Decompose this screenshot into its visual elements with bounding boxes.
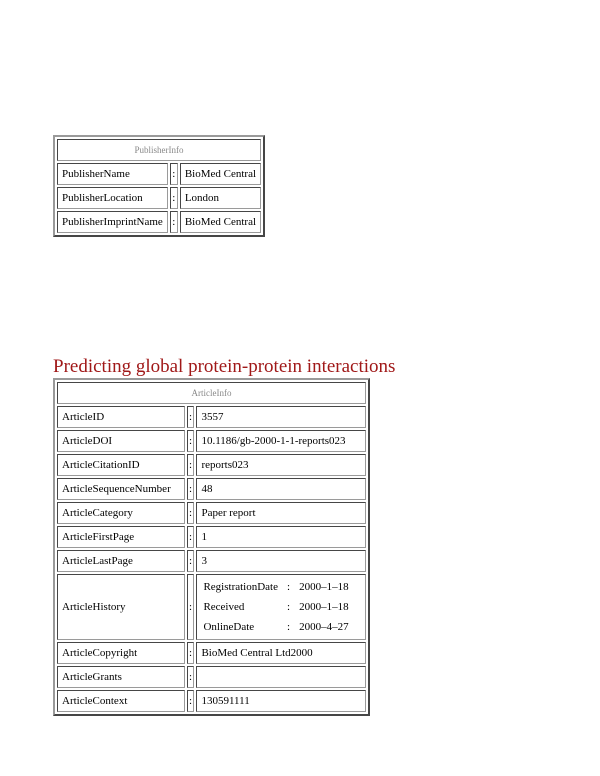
table-row — [57, 642, 366, 664]
separator: : — [187, 526, 195, 548]
separator: : — [170, 211, 178, 233]
separator: : — [187, 642, 195, 664]
table-row — [57, 502, 366, 524]
history-received-date: 2000–1–18 — [299, 600, 349, 613]
article-history-table — [200, 577, 351, 637]
article-history-label: ArticleHistory — [57, 574, 185, 640]
table-row — [57, 163, 261, 185]
article-category-value: Paper report — [196, 502, 366, 524]
article-doi-label: ArticleDOI — [57, 430, 185, 452]
table-row — [57, 690, 366, 712]
article-copyright-label: ArticleCopyright — [57, 642, 185, 664]
history-row — [200, 597, 351, 617]
history-online-label: OnlineDate — [203, 620, 255, 633]
article-citation-id-label: ArticleCitationID — [57, 454, 185, 476]
article-sequence-number-label: ArticleSequenceNumber — [57, 478, 185, 500]
separator: : — [187, 406, 195, 428]
article-citation-id-value: reports023 — [196, 454, 366, 476]
article-first-page-label: ArticleFirstPage — [57, 526, 185, 548]
publisher-imprint-name-label: PublisherImprintName — [57, 211, 168, 233]
separator: : — [187, 574, 195, 640]
history-row — [200, 617, 351, 637]
history-row — [200, 577, 351, 597]
publisher-location-value: London — [180, 187, 261, 209]
article-info-caption: ArticleInfo — [57, 382, 366, 404]
separator: : — [170, 163, 178, 185]
article-last-page-label: ArticleLastPage — [57, 550, 185, 572]
history-registration-date: 2000–1–18 — [299, 580, 349, 593]
article-id-label: ArticleID — [57, 406, 185, 428]
separator: : — [187, 666, 195, 688]
article-context-label: ArticleContext — [57, 690, 185, 712]
article-grants-value — [196, 666, 366, 688]
table-row — [57, 478, 366, 500]
table-row — [57, 430, 366, 452]
article-info-table — [53, 378, 370, 716]
article-doi-value: 10.1186/gb-2000-1-1-reports023 — [196, 430, 366, 452]
article-copyright-value: BioMed Central Ltd2000 — [196, 642, 366, 664]
table-row — [57, 211, 261, 233]
publisher-info-table — [53, 135, 265, 237]
history-received-label: Received — [203, 600, 245, 613]
publisher-name-value: BioMed Central — [180, 163, 261, 185]
history-online-date: 2000–4–27 — [299, 620, 349, 633]
article-context-value: 130591111 — [196, 690, 366, 712]
article-category-label: ArticleCategory — [57, 502, 185, 524]
separator: : — [187, 454, 195, 476]
table-row — [57, 666, 366, 688]
table-row — [57, 454, 366, 476]
article-sequence-number-value: 48 — [196, 478, 366, 500]
separator: : — [187, 478, 195, 500]
separator: : — [187, 430, 195, 452]
history-separator: : — [287, 580, 291, 593]
publisher-info-caption: PublisherInfo — [57, 139, 261, 161]
history-separator: : — [287, 620, 291, 633]
table-row — [57, 526, 366, 548]
separator: : — [170, 187, 178, 209]
history-separator: : — [287, 600, 291, 613]
separator: : — [187, 550, 195, 572]
publisher-imprint-name-value: BioMed Central — [180, 211, 261, 233]
separator: : — [187, 502, 195, 524]
article-history-value — [196, 574, 366, 640]
separator: : — [187, 690, 195, 712]
publisher-location-label: PublisherLocation — [57, 187, 168, 209]
table-row — [57, 550, 366, 572]
article-title: Predicting global protein-protein interactions — [53, 356, 396, 377]
table-row — [57, 574, 366, 640]
article-id-value: 3557 — [196, 406, 366, 428]
article-first-page-value: 1 — [196, 526, 366, 548]
article-grants-label: ArticleGrants — [57, 666, 185, 688]
history-registration-label: RegistrationDate — [203, 580, 278, 593]
table-row — [57, 406, 366, 428]
publisher-name-label: PublisherName — [57, 163, 168, 185]
table-row — [57, 187, 261, 209]
article-last-page-value: 3 — [196, 550, 366, 572]
